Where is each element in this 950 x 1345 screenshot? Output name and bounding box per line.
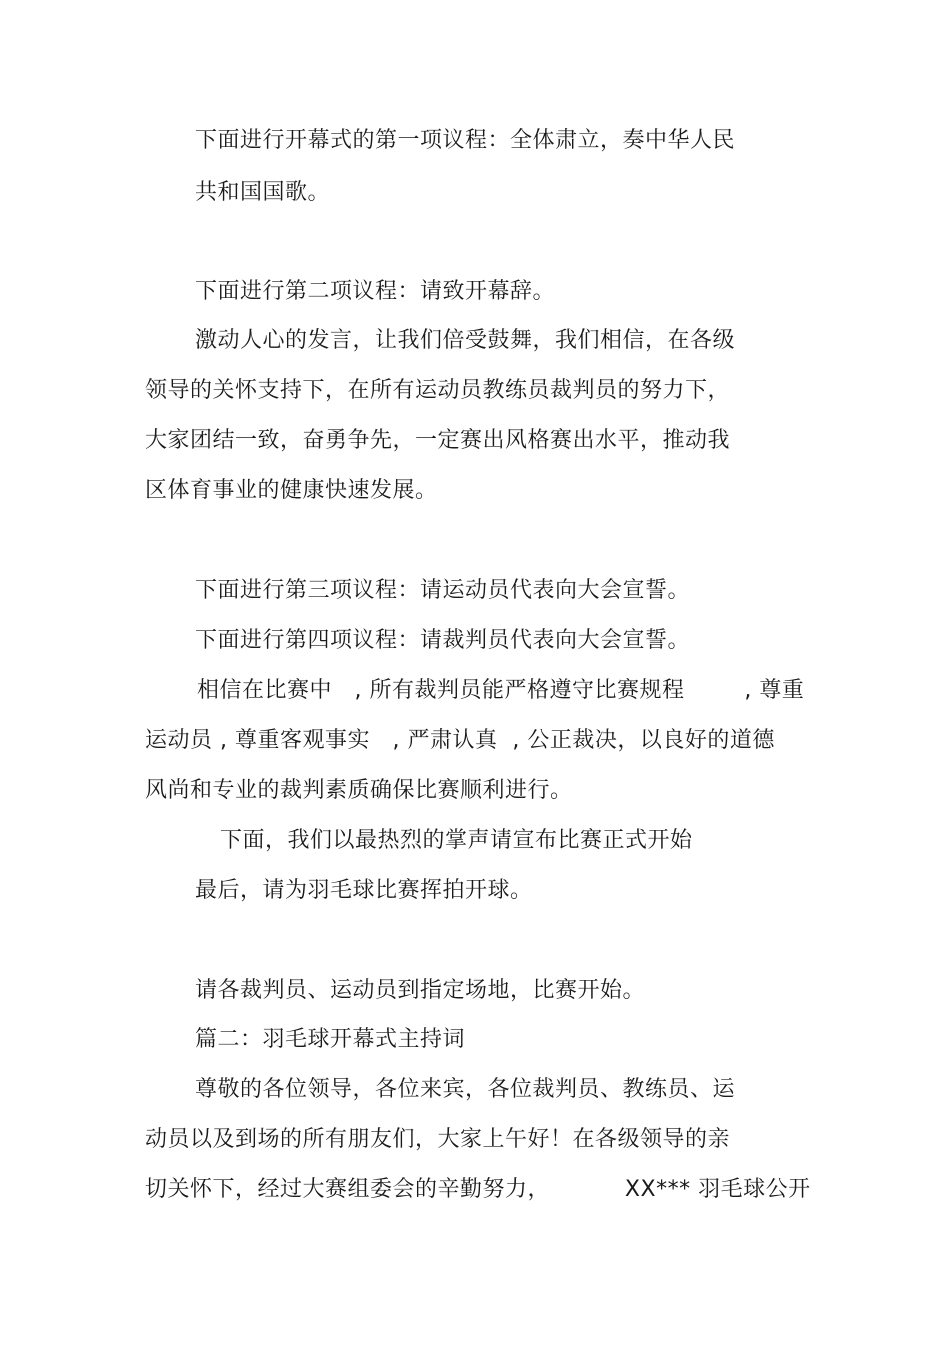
- text-line: 切关怀下，经过大赛组委会的辛勤努力， XX*** 羽毛球公开: [145, 1177, 811, 1202]
- section-heading: 篇二：羽毛球开幕式主持词: [195, 1027, 466, 1052]
- text-line: 动员以及到场的所有朋友们，大家上午好！在各级领导的亲: [145, 1127, 731, 1152]
- text-line: 下面进行第二项议程：请致开幕辞。: [195, 279, 556, 304]
- text-line: 共和国国歌。: [195, 180, 331, 205]
- text-line: 领导的关怀支持下，在所有运动员教练员裁判员的努力下，: [145, 378, 731, 403]
- text-line: 下面进行第四项议程：请裁判员代表向大会宣誓。: [195, 628, 691, 653]
- text-line: 相信在比赛中 , 所有裁判员能严格遵守比赛规程 , 尊重: [197, 678, 805, 703]
- text-line: 风尚和专业的裁判素质确保比赛顺利进行。: [145, 778, 573, 803]
- text-line: 下面进行第三项议程：请运动员代表向大会宣誓。: [195, 578, 691, 603]
- text-line: 下面，我们以最热烈的掌声请宣布比赛正式开始: [220, 828, 693, 853]
- text-line: 下面进行开幕式的第一项议程：全体肃立，奏中华人民: [195, 128, 736, 153]
- text-line: 激动人心的发言，让我们倍受鼓舞，我们相信，在各级: [195, 328, 736, 353]
- text-line: 大家团结一致，奋勇争先，一定赛出风格赛出水平，推动我: [145, 428, 731, 453]
- text-line: 运动员 , 尊重客观事实 , 严肃认真 , 公正裁决，以良好的道德: [145, 728, 775, 753]
- text-line: 尊敬的各位领导，各位来宾，各位裁判员、教练员、运: [195, 1077, 736, 1102]
- text-line: 最后，请为羽毛球比赛挥拍开球。: [195, 878, 533, 903]
- text-line: 请各裁判员、运动员到指定场地，比赛开始。: [195, 978, 646, 1003]
- text-line: 区体育事业的健康快速发展。: [145, 478, 438, 503]
